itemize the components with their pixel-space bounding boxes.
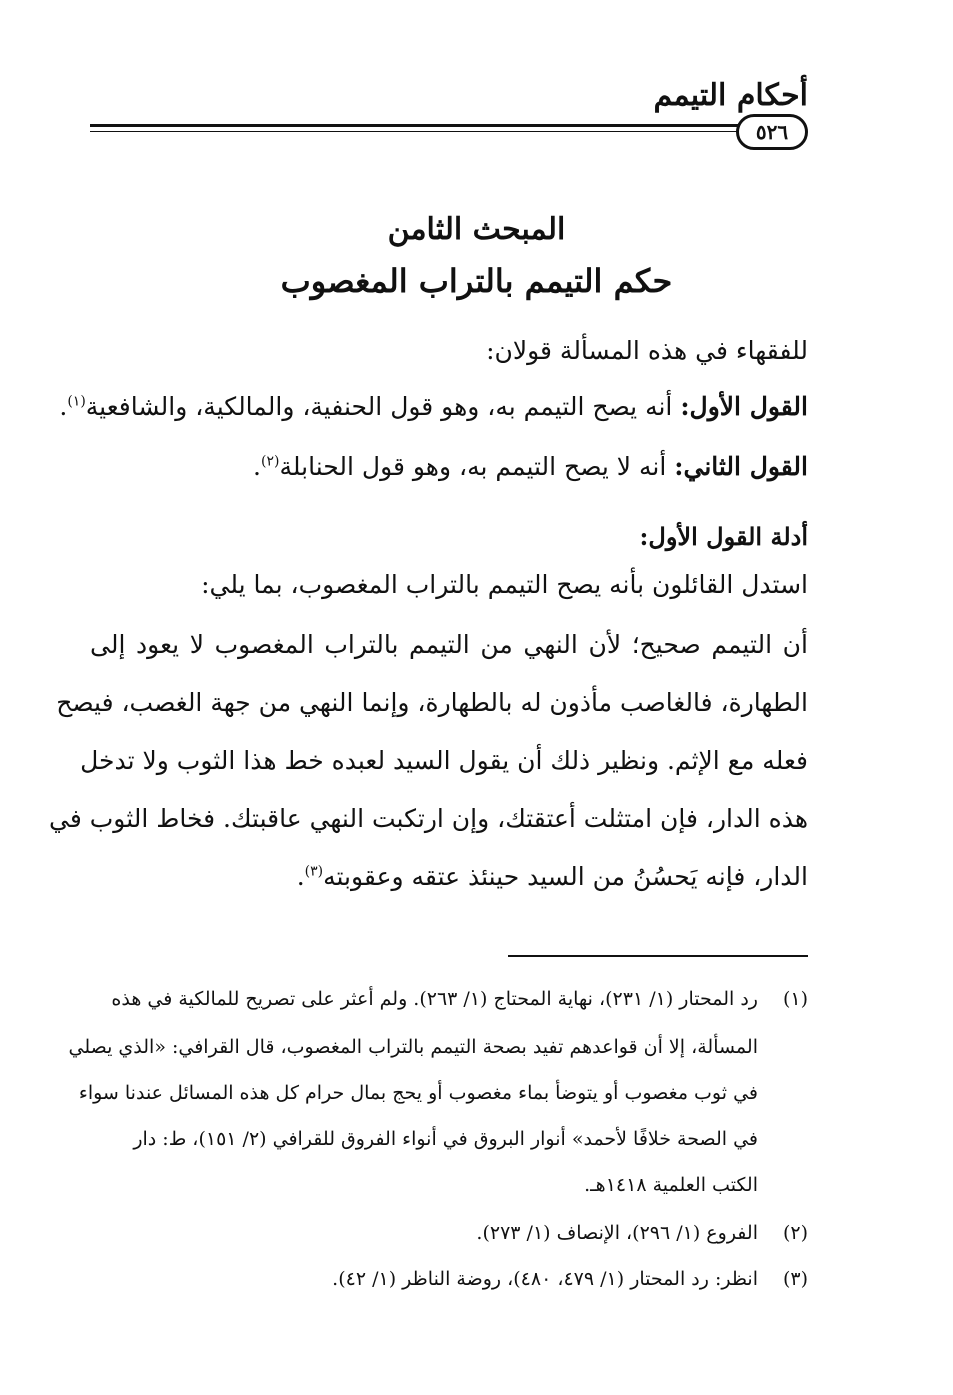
evidence-intro: استدل القائلون بأنه يصح التيمم بالتراب المغصوب، بما يلي: xyxy=(201,570,808,599)
argument-line: فعله مع الإثم. ونظير ذلك أن يقول السيد لعبده خط هذا الثوب ولا تدخل xyxy=(80,746,808,775)
footnote-3-number: (٣) xyxy=(782,1268,808,1290)
argument-last-line xyxy=(297,862,808,892)
argument-line: هذه الدار، فإن امتثلت أعتقتك، وإن ارتكبت النهي عاقبتك. فخاط الثوب في xyxy=(49,804,808,833)
footnote-1-line: المسألة، إلا أن قواعدهم تفيد بصحة التيمم بالتراب المغصوب، قال القرافي: «الذي يصلي xyxy=(68,1036,758,1058)
footnote-1-line: رد المحتار (١/ ٢٣١)، نهاية المحتاج (١/ ٢٦٣). ولم أعثر على تصريح للمالكية في هذه xyxy=(111,988,758,1010)
opinion-2-label: القول الثاني: xyxy=(674,452,808,481)
opinion-1-label: القول الأول: xyxy=(680,392,808,421)
section-heading: المبحث الثامن xyxy=(387,212,566,247)
argument-last-text: الدار، فإنه يَحسُنُ من السيد حينئذ عتقه وعقوبته xyxy=(323,862,808,891)
page-number: ٥٢٦ xyxy=(736,114,808,150)
header-rule xyxy=(90,124,740,127)
footnote-separator xyxy=(508,955,808,957)
footnote-ref-3[interactable]: (٣) xyxy=(304,863,324,880)
footnote-ref-2[interactable]: (٢) xyxy=(260,453,280,470)
footnote-2-number: (٢) xyxy=(782,1222,808,1244)
footnote-3-text: انظر: رد المحتار (١/ ٤٧٩، ٤٨٠)، روضة الناظر (١/ ٤٢). xyxy=(332,1268,758,1290)
section-title: حكم التيمم بالتراب المغصوب xyxy=(280,262,673,300)
footnote-ref-1[interactable]: (١) xyxy=(67,393,86,410)
period: . xyxy=(59,392,68,421)
opinion-1-text: أنه يصح التيمم به، وهو قول الحنفية، والمالكية، والشافعية xyxy=(85,392,681,421)
footnote-2-text: الفروع (١/ ٢٩٦)، الإنصاف (١/ ٢٧٣). xyxy=(476,1222,758,1244)
opinion-2-paragraph xyxy=(253,452,808,482)
argument-line: أن التيمم صحيح؛ لأن النهي من التيمم بالتراب المغصوب لا يعود إلى xyxy=(90,630,808,659)
period: . xyxy=(296,862,305,891)
footnote-1-line: في ثوب مغصوب أو يتوضأ بماء مغصوب أو يحج بمال حرام كل هذه المسائل عندنا سواء xyxy=(78,1082,758,1104)
running-title: أحكام التيمم xyxy=(653,78,808,113)
argument-line: الطهارة، فالغاصب مأذون له بالطهارة، وإنما النهي من جهة الغصب، فيصح xyxy=(56,688,808,717)
evidence-heading: أدلة القول الأول: xyxy=(639,522,808,551)
footnote-1-line: في الصحة خلافًا لأحمد» أنوار البروق في أنواء الفروق للقرافي (٢/ ١٥١)، ط: دار xyxy=(133,1128,758,1150)
footnote-1-last-line: الكتب العلمية ١٤١٨هـ. xyxy=(584,1174,758,1196)
opinion-1-paragraph xyxy=(59,392,808,422)
opinion-2-text: أنه لا يصح التيمم به، وهو قول الحنابلة xyxy=(279,452,675,481)
intro-paragraph: للفقهاء في هذه المسألة قولان: xyxy=(486,336,808,365)
header-rule-thin xyxy=(90,131,740,132)
footnote-1-number: (١) xyxy=(782,988,808,1010)
period: . xyxy=(253,452,261,481)
